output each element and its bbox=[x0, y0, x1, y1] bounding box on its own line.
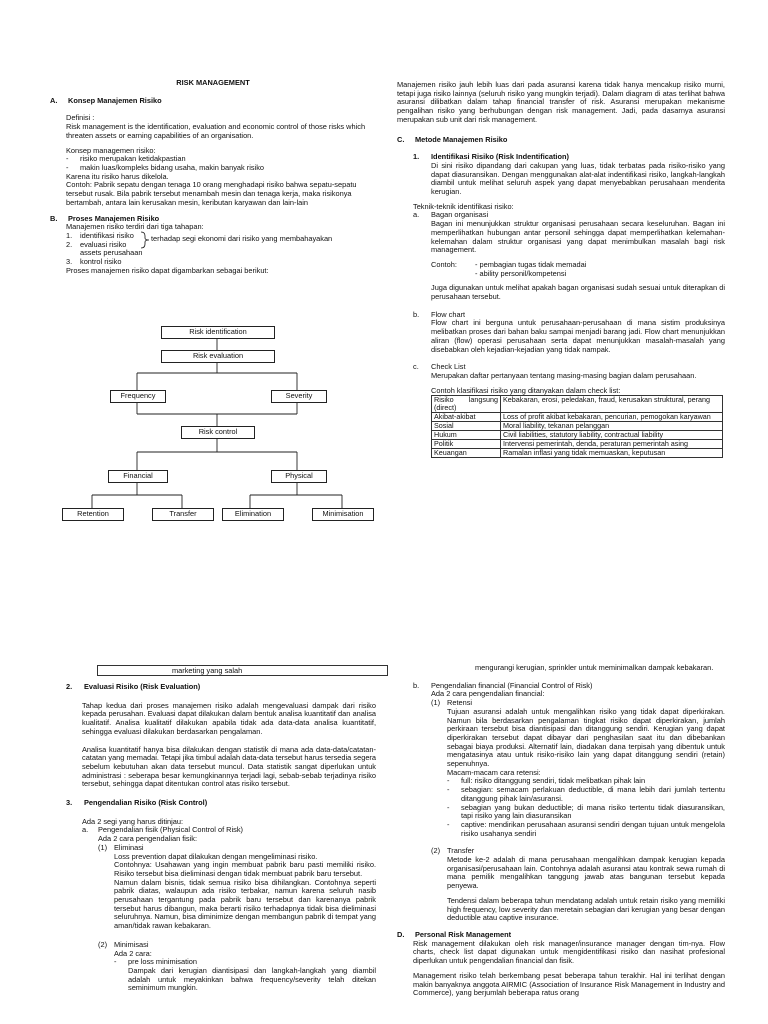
checklist-table bbox=[431, 395, 723, 458]
list-item: - risiko merupakan ketidakpastian bbox=[66, 154, 186, 164]
eliminasi-text-2: Contohnya: Usahawan yang ingin membuat pabrik baru pasti memiliki risiko. Risiko tersebut bisa dieliminasi dengan tidak membuat pabrik baru tersebut. bbox=[114, 860, 376, 878]
eliminasi-text-1: Loss prevention dapat dilakukan dengan mengeliminasi risiko. bbox=[114, 851, 318, 861]
transfer-text: Metode ke-2 adalah di mana perusahaan mengalihkan dampak kerugian kepada organisasi/perusahaan lain. Contohnya adalah asuransi atau kontrak sewa rumah di mana pemilik mengalihkan tanggung jawab atas bangunan tersebut kepada penyewa. bbox=[447, 855, 725, 891]
table-row: Risiko langsung (direct) Kebakaran, erosi, peledakan, fraud, kerusakan struktural, perang bbox=[432, 396, 723, 413]
c-text: Merupakan daftar pertanyaan tentang masing-masing bagian dalam perusahaan. bbox=[431, 370, 697, 380]
subsection-3-heading: 3. Pengendalian Risiko (Risk Control) bbox=[66, 798, 208, 808]
table-row: Hukum Civil liabilities, statutory liability, contractual liability bbox=[432, 431, 723, 440]
section-a-heading: A. Konsep Manajemen Risiko bbox=[50, 95, 162, 105]
table-row: Politik Intervensi pemerintah, denda, peraturan pemerintah asing bbox=[432, 440, 723, 449]
box-minimisation: Minimisation bbox=[312, 508, 374, 521]
box-physical: Physical bbox=[271, 470, 327, 483]
eliminasi-heading: (1) Eliminasi bbox=[98, 842, 144, 852]
item-b: b. Flow chart bbox=[413, 309, 466, 319]
table-row: Sosial Moral liability, tekanan pelanggan bbox=[432, 422, 723, 431]
transfer-text-2: Tendensi dalam beberapa tahun mendatang adalah untuk retain risiko yang memiliki high frequency, low severity dan meretain sebagian dari kerugian yang besar dengan deductible atau captive insurance. bbox=[447, 895, 726, 923]
proses-intro: Manajemen risiko terdiri dari tiga tahapan: bbox=[66, 222, 204, 232]
continued-text: mengurangi kerugian, sprinkler untuk meminimalkan dampak kebakaran. bbox=[475, 663, 714, 672]
minimisasi-sub: Ada 2 cara: bbox=[114, 948, 152, 958]
section-b-heading: B. Proses Manajemen Risiko bbox=[50, 214, 160, 224]
list-item: 2. evaluasi risiko bbox=[66, 239, 127, 249]
physical-sub: Ada 2 cara pengendalian fisik: bbox=[98, 834, 198, 844]
list-item: 3. kontrol risiko bbox=[66, 256, 122, 266]
macam-label: Macam-macam cara retensi: bbox=[447, 767, 541, 777]
retensi-heading: (1) Retensi bbox=[431, 698, 473, 708]
transfer-heading: (2) Transfer bbox=[431, 846, 475, 856]
section-c-heading: C. Metode Manajemen Risiko bbox=[397, 134, 508, 144]
list-item: - pre loss minimisation bbox=[114, 957, 198, 967]
right-bottom-column bbox=[397, 664, 725, 998]
subsection-2-heading: 2. Evaluasi Risiko (Risk Evaluation) bbox=[66, 682, 201, 691]
konsep-label: Konsep managemen risiko: bbox=[66, 145, 156, 155]
juga-text: Juga digunakan untuk melihat apakah bagan organisasi sudah sesuai untuk diterapkan di perusahaan tersebut. bbox=[431, 283, 725, 302]
subsection-1-heading: 1. Identifikasi Risiko (Risk Indentification) bbox=[413, 152, 569, 162]
list-item: - captive: mendirikan perusahaan asuransi sendiri dengan tujuan untuk mengelola risiko usahanya sendiri bbox=[447, 819, 725, 838]
diagram-connectors bbox=[0, 0, 420, 530]
box-risk-identification: Risk identification bbox=[161, 326, 275, 339]
b-text: Flow chart ini berguna untuk perusahaan-perusahaan di mana sistim produksinya melibatkan proses dari bahan baku sampai menjadi barang jadi. Flow chart menunjukkan aliran (flow) operasi perusahaan serta dapat menunjukkan masalah-masalah yang disebabkan oleh kejadian-kejadian yang tidak nampak. bbox=[431, 318, 725, 354]
table-row: Akibat-akibat Loss of profit akibat kebakaran, pencurian, pemogokan karyawan bbox=[432, 413, 723, 422]
box-risk-control: Risk control bbox=[181, 426, 255, 439]
contoh-block: Contoh: - pembagian tugas tidak memadai - ability personil/kompetensi bbox=[431, 259, 587, 278]
list-item: - full: risiko ditanggung sendiri, tidak melibatkan pihak lain bbox=[447, 776, 646, 786]
assets-line: assets perusahaan bbox=[80, 248, 143, 258]
box-severity: Severity bbox=[271, 390, 327, 403]
item-c: c. Check List bbox=[413, 362, 466, 372]
box-transfer: Transfer bbox=[152, 508, 214, 521]
list-item: - sebagian yang bukan deductible; di mana risiko tertentu tidak diasuransikan, tapi risiko yang lain diasuransikan bbox=[447, 802, 725, 821]
intro-paragraph: Manajemen risiko jauh lebih luas dari pada asuransi karena tidak hanya mencakup risiko murni, tetapi juga risiko lainnya (seluruh risiko yang mungkin terjadi). Dalam diagram di atas terlihat bahwa asuransi dilibatkan dalam tahap financial transfer of risk. Asuransi merupakan mekanisme pengalihan risiko yang berhubungan dengan risk management. Jadi, pada dasarnya asuransi merupakan sub unit dari risk management. bbox=[397, 80, 725, 124]
item-a-physical: a. Pengendalian fisik (Physical Control of Risk) bbox=[82, 825, 244, 835]
box-retention: Retention bbox=[62, 508, 124, 521]
minimisasi-heading: (2) Minimisasi bbox=[98, 939, 149, 949]
a-text: Bagan ini menunjukkan struktur organisasi perusahaan secara keseluruhan. Bagan ini memperlihatkan hubungan antar personil sehingga dapat memperlihatkan kelemahan-kelemahan dalam struktur organisasi yang dapat menimbulkan masalah bagi risk management. bbox=[431, 219, 725, 255]
item-a: a. Bagan organisasi bbox=[413, 210, 489, 220]
list-item: - sebagian: semacam perlakuan deductible, di mana lebih dari jumlah tertentu ditanggung pihak lain/asuransi. bbox=[447, 785, 725, 803]
section-d-heading: D. Personal Risk Management bbox=[397, 929, 512, 939]
teknik-label: Teknik-teknik identifikasi risiko: bbox=[413, 201, 514, 211]
left-bottom-column bbox=[66, 683, 376, 993]
karena-text: Karena itu risiko harus dikelola. bbox=[66, 171, 169, 181]
section-d-text-2: Management risiko telah berkembang pesat beberapa tahun terakhir. Hal ini terlihat dengan makin banyaknya anggota AIRMIC (Association of Insurance Risk Management in Industry and Commerce), yang berjumlah beberapa ratus orang bbox=[413, 970, 725, 998]
ada2-text: Ada 2 segi yang harus ditinjau: bbox=[82, 816, 184, 826]
brace-note: terhadap segi ekonomi dari risiko yang membahayakan bbox=[151, 234, 333, 244]
contoh-text: Contoh: Pabrik sepatu dengan tenaga 10 orang menghadapi risiko bahwa sepatu-sepatu tersebut rusak. Bila pabrik tersebut menambah mesin dan tenaga kerja, maka risikonya bertambah, antara lain kerusakan mesin, keributan karyawan dan lain-lain bbox=[66, 180, 357, 207]
table-row: Keuangan Ramalan inflasi yang tidak memuaskan, keputusan bbox=[432, 449, 723, 458]
doc-title: RISK MANAGEMENT bbox=[176, 78, 250, 87]
list-item: 1. identifikasi risiko bbox=[66, 230, 134, 240]
eliminasi-text-3: Namun dalam bisnis, tidak semua risiko bisa dihilangkan. Contohnya seperti pabrik diatas, walaupun ada risiko terbakar, namun karena seluruh nasib perusahaan tergantung pada pabrik baru tersebut dan karenanya pabrik tersebut harus dibangun, maka berarti risiko terhadapnya tidak bisa dieliminasi seluruhnya. Namun, bisa diminimize dengan membangun pabrik di tempat yang aman/tidak rawan kebakaran. bbox=[114, 877, 376, 931]
box-financial: Financial bbox=[108, 470, 168, 483]
definition-label: Definisi : bbox=[66, 113, 95, 123]
table-intro: Contoh klasifikasi risiko yang ditanyakan dalam check list: bbox=[431, 385, 621, 395]
minimisasi-text: Dampak dari kerugian diantisipasi dan langkah-langkah yang diambil adalah untuk meyakinkan bahwa frequency/severity telah ditekan seminimum mungkin. bbox=[128, 965, 376, 993]
evaluation-paragraph-2: Analisa kuantitatif hanya bisa dilakukan dengan statistik di mana ada data-data/catatan-catatan yang memadai. Tetapi jika timbul adalah data-data tersebut harus tersedia segera sebelum kebutuhan akan data tersebut muncul. Data statistik sangat diperlukan untuk administrasi : seberapa besar kemungkinannya terjadi lagi, sebab-sebab terjadinya risiko tersebut, sehingga dapat ditentukan control atas risiko tersebut. bbox=[82, 744, 376, 789]
sub1-text: Di sini risiko dipandang dari cakupan yang luas, tidak terbatas pada risiko-risiko yang dapat diasuransikan. Dengan menggunakan alat-alat indentifikasi risiko, langkah-langkah diambil untuk melihat seluruh aspek yang dapat menyebabkan perusahaan menderita kerugian. bbox=[431, 160, 725, 197]
evaluation-paragraph-1: Tahap kedua dari proses manajemen risiko adalah mengevaluasi dampak dari risiko kepada perusahan. Evaluasi dapat dilakukan dalam bentuk analisa kuantitatif dan analisa kualitatif. Analisa kualitatif dilakukan apabila tidak ada data-data analisa kuantitatif, sehingga evaluasi dilakukan berdasarkan pengalaman. bbox=[82, 700, 376, 736]
right-top-column bbox=[397, 81, 725, 458]
table-continuation: marketing yang salah bbox=[97, 665, 388, 676]
list-item: - makin luas/kompleks bidang usaha, makin banyak risiko bbox=[66, 162, 265, 172]
diagram-intro: Proses manajemen risiko dapat digambarkan sebagai berikut: bbox=[66, 265, 269, 275]
item-b-financial: b. Pengendalian financial (Financial Control of Risk) bbox=[413, 680, 593, 690]
section-d-text: Risk management dilakukan oleh risk manager/insurance manager dengan tim-nya. Flow charts, check list dapat digunakan untuk mengidentifikasi risiko dan nasihat profesional diperlukan untuk pengendalian financial dan fisik. bbox=[413, 938, 725, 966]
box-elimination: Elimination bbox=[222, 508, 284, 521]
box-frequency: Frequency bbox=[110, 390, 166, 403]
retensi-text: Tujuan asuransi adalah untuk mengalihkan risiko yang tidak dapat diperkirakan. Namun bila berdasarkan pengalaman tingkat risiko dapat diperkirakan, jumlah perkiraan tersebut bisa diantisipasi dan ditanggung sendiri. Kerugian yang dapat diperkirakan tersebut dapat dibayar dari penghasilan saat itu dan dibebankan sebagai biaya produksi. Alternatif lain, diadakan dana terpisah yang dibentuk untuk mengatasinya atau untuk risiko-risiko lain yang dapat ditanggung sendiri (retain) sepenuhnya. bbox=[447, 706, 725, 769]
definition-text: Risk management is the identification, evaluation and economic control of those risks which threaten assets or earning capabilities of an organisation. bbox=[66, 122, 366, 140]
financial-sub: Ada 2 cara pengendalian financial: bbox=[431, 689, 545, 699]
box-risk-evaluation: Risk evaluation bbox=[161, 350, 275, 363]
